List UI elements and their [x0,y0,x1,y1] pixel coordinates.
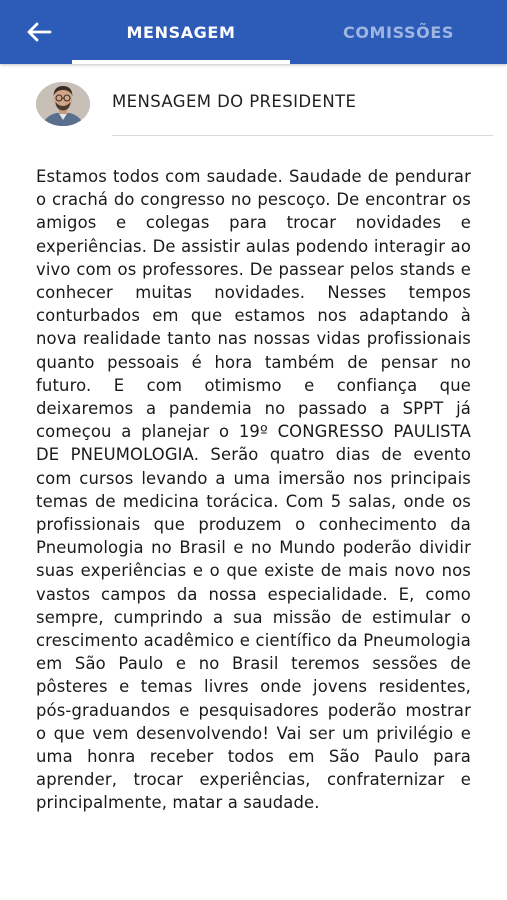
back-button[interactable] [22,16,56,48]
tab-comissoes[interactable] [290,0,507,64]
tab-mensagem-label: MENSAGEM [126,22,236,42]
president-message-text: Estamos todos com saudade. Saudade de pendurar o crachá do congresso no pescoço. De encontrar os amigos e colegas para trocar novidades e experiências. De assistir aulas podendo interagir ao vivo com os professores. De passear pelos stands e conhecer muitas novidades. Nesses tempos conturbados em que estamos nos adaptando à nova realidade tanto nas nossas vidas profissionais quanto pessoais é hora também de pensar no futuro. E com otimismo e confiança que deixaremos a pandemia no passado a SPPT já começou a planejar o 19º CONGRESSO PAULISTA DE PNEUMOLOGIA. Serão quatro dias de evento com cursos levando a uma imersão nos principais temas de medicina torácica. Com 5 salas, onde os profissionais que produzem o conhecimento da Pneumologia no Brasil e no Mundo poderão dividir suas experiências e o que existe de mais novo nos vastos campos da nossa especialidade. E, como sempre, cumprindo a sua missão de estimular o crescimento acadêmico e científico da Pneumologia em São Paulo e no Brasil teremos sessões de pôsteres e temas livres onde jovens residentes, pós-graduandos e pesquisadores poderão mostrar o que vem desenvolvendo! Vai ser um privilégio e uma honra receber todos em São Paulo para aprender, trocar experiências, confraternizar e principalmente, matar a saudade. [36,167,471,813]
tab-mensagem[interactable] [72,0,290,64]
tab-comissoes-label: COMISSÕES [342,22,454,42]
avatar-image [36,82,90,126]
arrow-left-icon [26,21,52,43]
president-avatar [36,82,90,126]
message-header [0,64,507,136]
section-title: MENSAGEM DO PRESIDENTE [112,92,357,111]
divider [112,135,493,136]
app-header [0,0,507,64]
